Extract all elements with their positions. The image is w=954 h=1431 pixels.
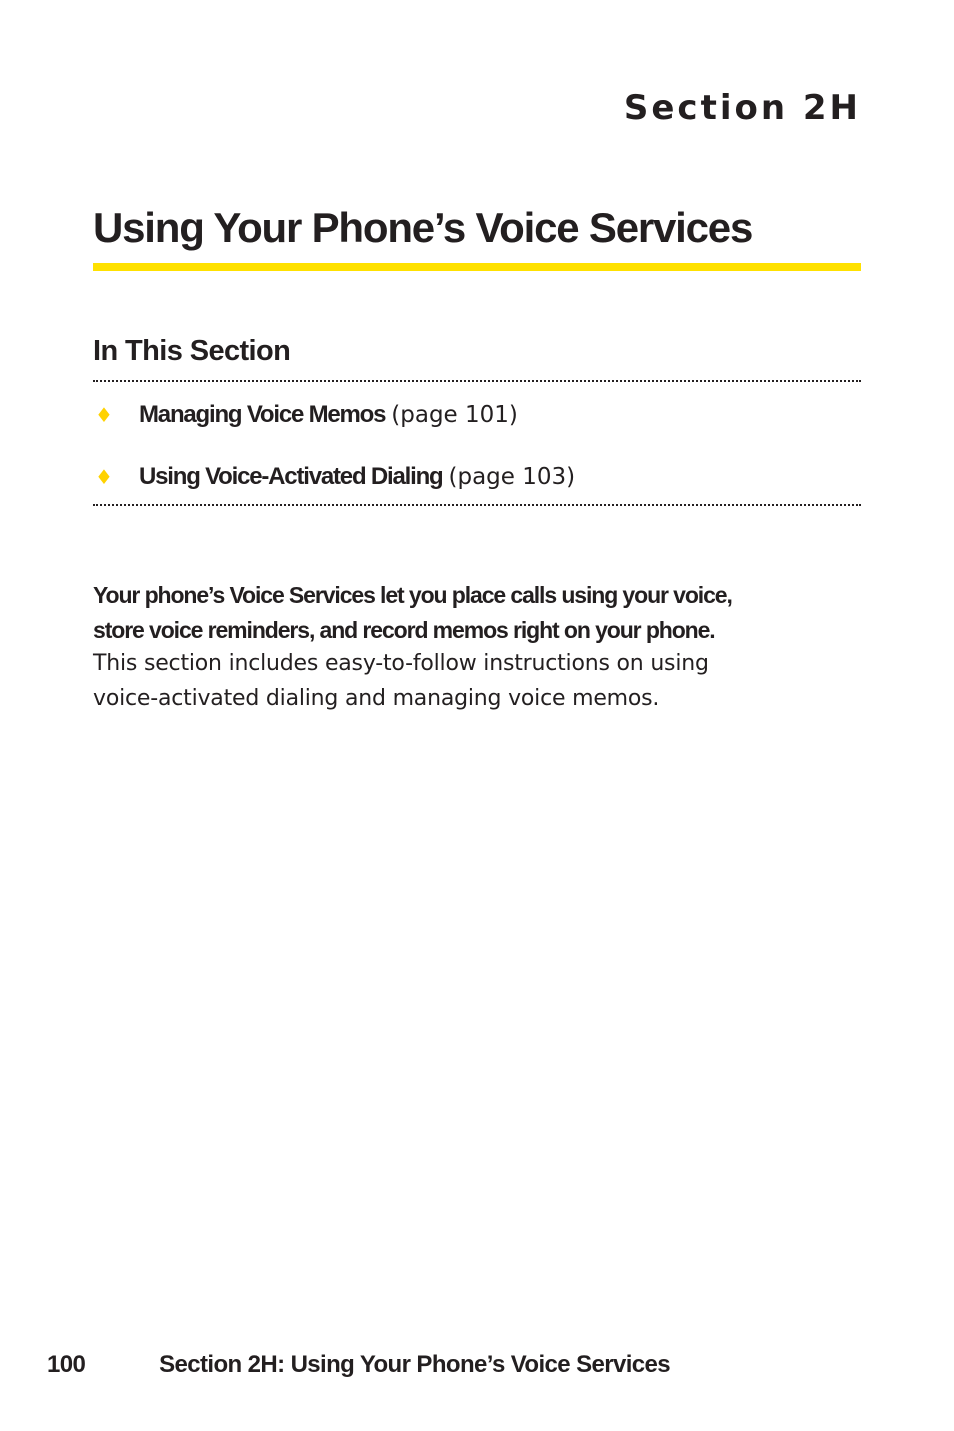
footer-page-number: 100 [47,1351,86,1378]
section-label: Section 2H [623,88,861,128]
toc-item-page-ref: (page 101) [391,402,518,428]
toc-item-managing-voice-memos[interactable] [95,398,518,432]
footer-running-title: Section 2H: Using Your Phone’s Voice Services [159,1351,671,1378]
intro-body-line: This section includes easy-to-follow instructions on using [93,651,709,676]
toc-item-title[interactable]: Managing Voice Memos [139,401,386,428]
diamond-bullet-icon: ♦ [95,403,113,427]
dotted-divider-bottom [93,504,861,506]
diamond-bullet-icon: ♦ [95,465,113,489]
page-title: Using Your Phone’s Voice Services [93,204,753,251]
in-this-section-heading: In This Section [93,335,291,367]
dotted-divider-top [93,380,861,382]
toc-item-title[interactable]: Using Voice-Activated Dialing [139,463,443,490]
intro-body-line: voice-activated dialing and managing voice memos. [93,685,660,711]
intro-bold-line: store voice reminders, and record memos right on your phone. [93,616,715,643]
page-footer [47,1348,670,1382]
toc-item-page-ref: (page 103) [448,464,576,490]
intro-bold-line: Your phone’s Voice Services let you place calls using your voice, [93,582,732,608]
title-underline-rule [93,263,861,271]
toc-item-voice-activated-dialing[interactable] [95,460,575,494]
intro-paragraph [93,578,863,716]
